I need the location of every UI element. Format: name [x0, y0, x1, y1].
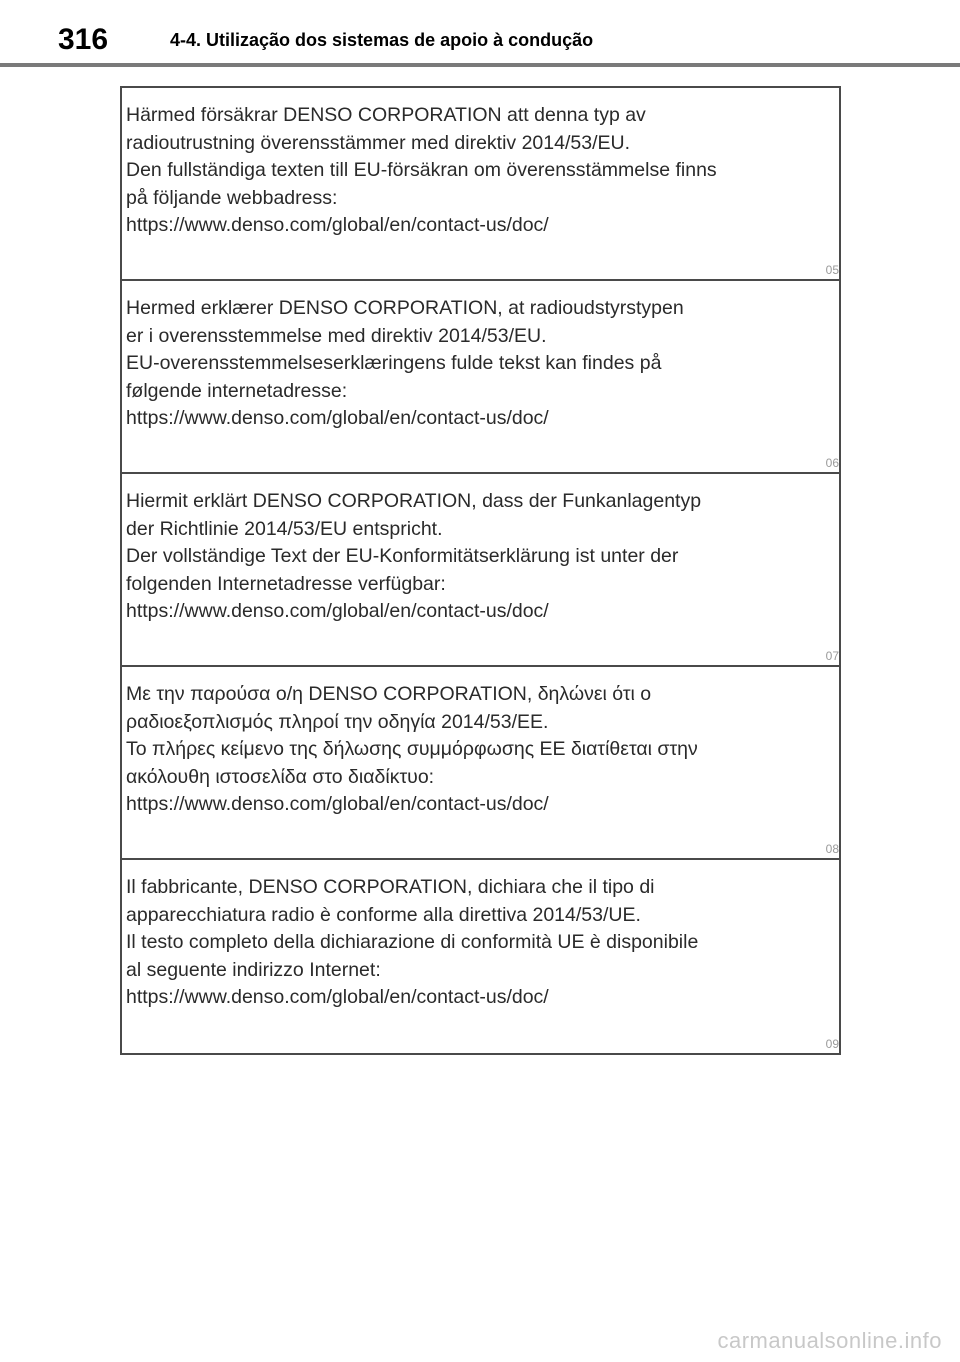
declaration-text: Hiermit erklärt DENSO CORPORATION, dass der Funkanlagentyp der Richtlinie 2014/53/EU entspricht. Der vollständige Text der EU-Konformitätserklärung ist unter der folgenden Internetadresse verfügbar: https://www.denso.com/global/en/contact-us/doc/ [126, 490, 702, 622]
declaration-code: 05 [825, 263, 839, 277]
declaration-swedish [122, 88, 839, 281]
declaration-code: 06 [825, 456, 839, 470]
declaration-text: Il fabbricante, DENSO CORPORATION, dichiara che il tipo di apparecchiatura radio è conforme alla direttiva 2014/53/UE. Il testo completo della dichiarazione di conformità UE è disponibile al seguente indirizzo Internet: https://www.denso.com/global/en/contact-us/doc/ [126, 876, 699, 1008]
declaration-italian [122, 860, 839, 1053]
declaration-code: 09 [825, 1037, 839, 1051]
declaration-code: 07 [825, 649, 839, 663]
declaration-text: Με την παρούσα ο/η DENSO CORPORATION, δηλώνει ότι ο ραδιοεξοπλισμός πληροί την οδηγία 2014/53/ΕΕ. Το πλήρες κείμενο της δήλωσης συμμόρφωσης ΕΕ διατίθεται στην ακόλουθη ιστοσελίδα στο διαδίκτυο: https://www.denso.com/global/en/contact-us/doc/ [126, 683, 698, 815]
page-header [0, 0, 960, 66]
declaration-text: Hermed erklærer DENSO CORPORATION, at radioudstyrstypen er i overensstemmelse med direktiv 2014/53/EU. EU-overensstemmelseserklæringens fulde tekst kan findes på følgende internetadresse: https://www.denso.com/global/en/contact-us/doc/ [126, 297, 684, 429]
watermark: carmanualsonline.info [717, 1328, 942, 1353]
declaration-danish [122, 281, 839, 474]
declaration-code: 08 [825, 842, 839, 856]
declaration-greek [122, 667, 839, 860]
declaration-table [120, 86, 841, 1055]
section-title: 4-4. Utilização dos sistemas de apoio à condução [170, 30, 594, 50]
header-divider [0, 63, 960, 67]
declaration-german [122, 474, 839, 667]
declaration-text: Härmed försäkrar DENSO CORPORATION att denna typ av radioutrustning överensstämmer med direktiv 2014/53/EU. Den fullständiga texten till EU-försäkran om överensstämmelse finns på följande webbadress: https://www.denso.com/global/en/contact-us/doc/ [126, 104, 717, 236]
page-number: 316 [58, 23, 109, 56]
